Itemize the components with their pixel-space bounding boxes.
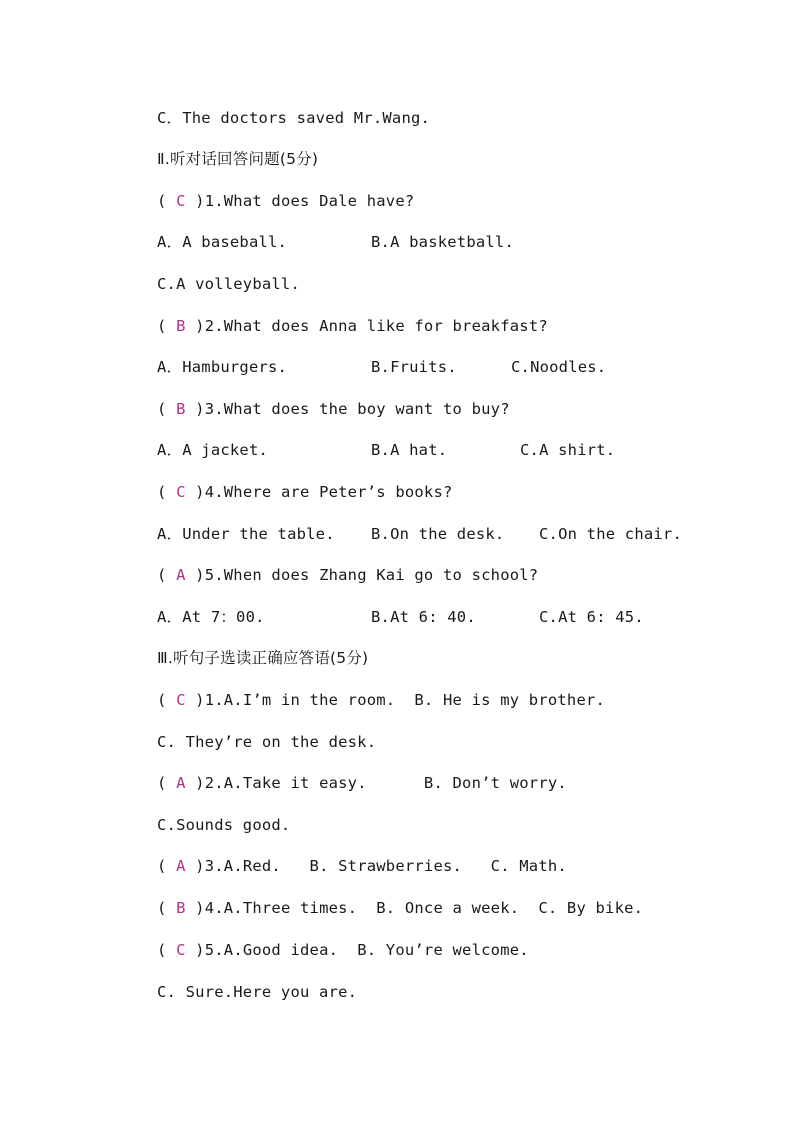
option-c: C.Noodles. <box>511 358 607 376</box>
s3-question-5: ( C )5.A.Good idea. B. You’re welcome. <box>157 941 529 959</box>
s2-q3-options <box>157 438 757 462</box>
answer-mark: C <box>176 483 186 501</box>
option-b: B.A hat. <box>371 441 448 459</box>
s2-question-2: ( B )2.What does Anna like for breakfast? <box>157 317 548 335</box>
s2-question-3: ( B )3.What does the boy want to buy? <box>157 400 510 418</box>
s3-q5-option-c: C. Sure.Here you are. <box>157 983 358 1001</box>
answer-mark: C <box>176 691 186 709</box>
s2-question-5: ( A )5.When does Zhang Kai go to school? <box>157 566 539 584</box>
option-c: C.A shirt. <box>520 441 616 459</box>
option-b: B.At 6: 40. <box>371 608 476 626</box>
answer-mark: C <box>176 941 186 959</box>
s2-q1-options <box>157 230 757 254</box>
question-text: )1.A.I’m in the room. B. He is my brother. <box>195 691 606 709</box>
option-a: A．Under the table. <box>157 525 335 543</box>
option-a: A．Hamburgers. <box>157 358 288 376</box>
answer-mark: B <box>176 317 186 335</box>
option-b: B.A basketball. <box>371 233 514 251</box>
answer-mark: A <box>176 566 186 584</box>
s2-q5-options <box>157 605 757 629</box>
answer-mark: A <box>176 774 186 792</box>
question-stem: 1.What does Dale have? <box>204 192 415 210</box>
answer-mark: B <box>176 400 186 418</box>
option-c: C.At 6: 45. <box>539 608 644 626</box>
s2-q4-options <box>157 522 757 546</box>
s3-question-4: ( B )4.A.Three times. B. Once a week. C. By bike. <box>157 899 644 917</box>
intro-option-c: C．The doctors saved Mr.Wang. <box>157 109 431 127</box>
section-2-heading: Ⅱ.听对话回答问题(5分) <box>157 150 319 168</box>
s3-question-2: ( A )2.A.Take it easy. B. Don’t worry. <box>157 774 567 792</box>
s3-q2-option-c: C.Sounds good. <box>157 816 291 834</box>
question-text: )3.A.Red. B. Strawberries. C. Math. <box>195 857 567 875</box>
option-c: C.On the chair. <box>539 525 682 543</box>
answer-mark: A <box>176 857 186 875</box>
question-stem: 2.What does Anna like for breakfast? <box>204 317 548 335</box>
question-text: )2.A.Take it easy. B. Don’t worry. <box>195 774 567 792</box>
question-stem: 4.Where are Peter’s books? <box>204 483 453 501</box>
option-a: A．At 7：00. <box>157 608 265 626</box>
s2-question-1: ( C )1.What does Dale have? <box>157 192 415 210</box>
question-text: )5.A.Good idea. B. You’re welcome. <box>195 941 529 959</box>
s3-question-1: ( C )1.A.I’m in the room. B. He is my brother. <box>157 691 606 709</box>
option-b: B.On the desk. <box>371 525 505 543</box>
s2-question-4: ( C )4.Where are Peter’s books? <box>157 483 453 501</box>
answer-mark: B <box>176 899 186 917</box>
answer-mark: C <box>176 192 186 210</box>
question-stem: 3.What does the boy want to buy? <box>204 400 510 418</box>
question-text: )4.A.Three times. B. Once a week. C. By bike. <box>195 899 644 917</box>
option-c: C.A volleyball. <box>157 275 300 293</box>
section-3-heading: Ⅲ.听句子选读正确应答语(5分) <box>157 649 369 667</box>
s2-q2-options <box>157 355 757 379</box>
option-a: A．A jacket. <box>157 441 269 459</box>
option-a: A．A baseball. <box>157 233 288 251</box>
option-b: B.Fruits. <box>371 358 457 376</box>
s3-q1-option-c: C. They’re on the desk. <box>157 733 377 751</box>
question-stem: 5.When does Zhang Kai go to school? <box>204 566 539 584</box>
s3-question-3: ( A )3.A.Red. B. Strawberries. C. Math. <box>157 857 567 875</box>
